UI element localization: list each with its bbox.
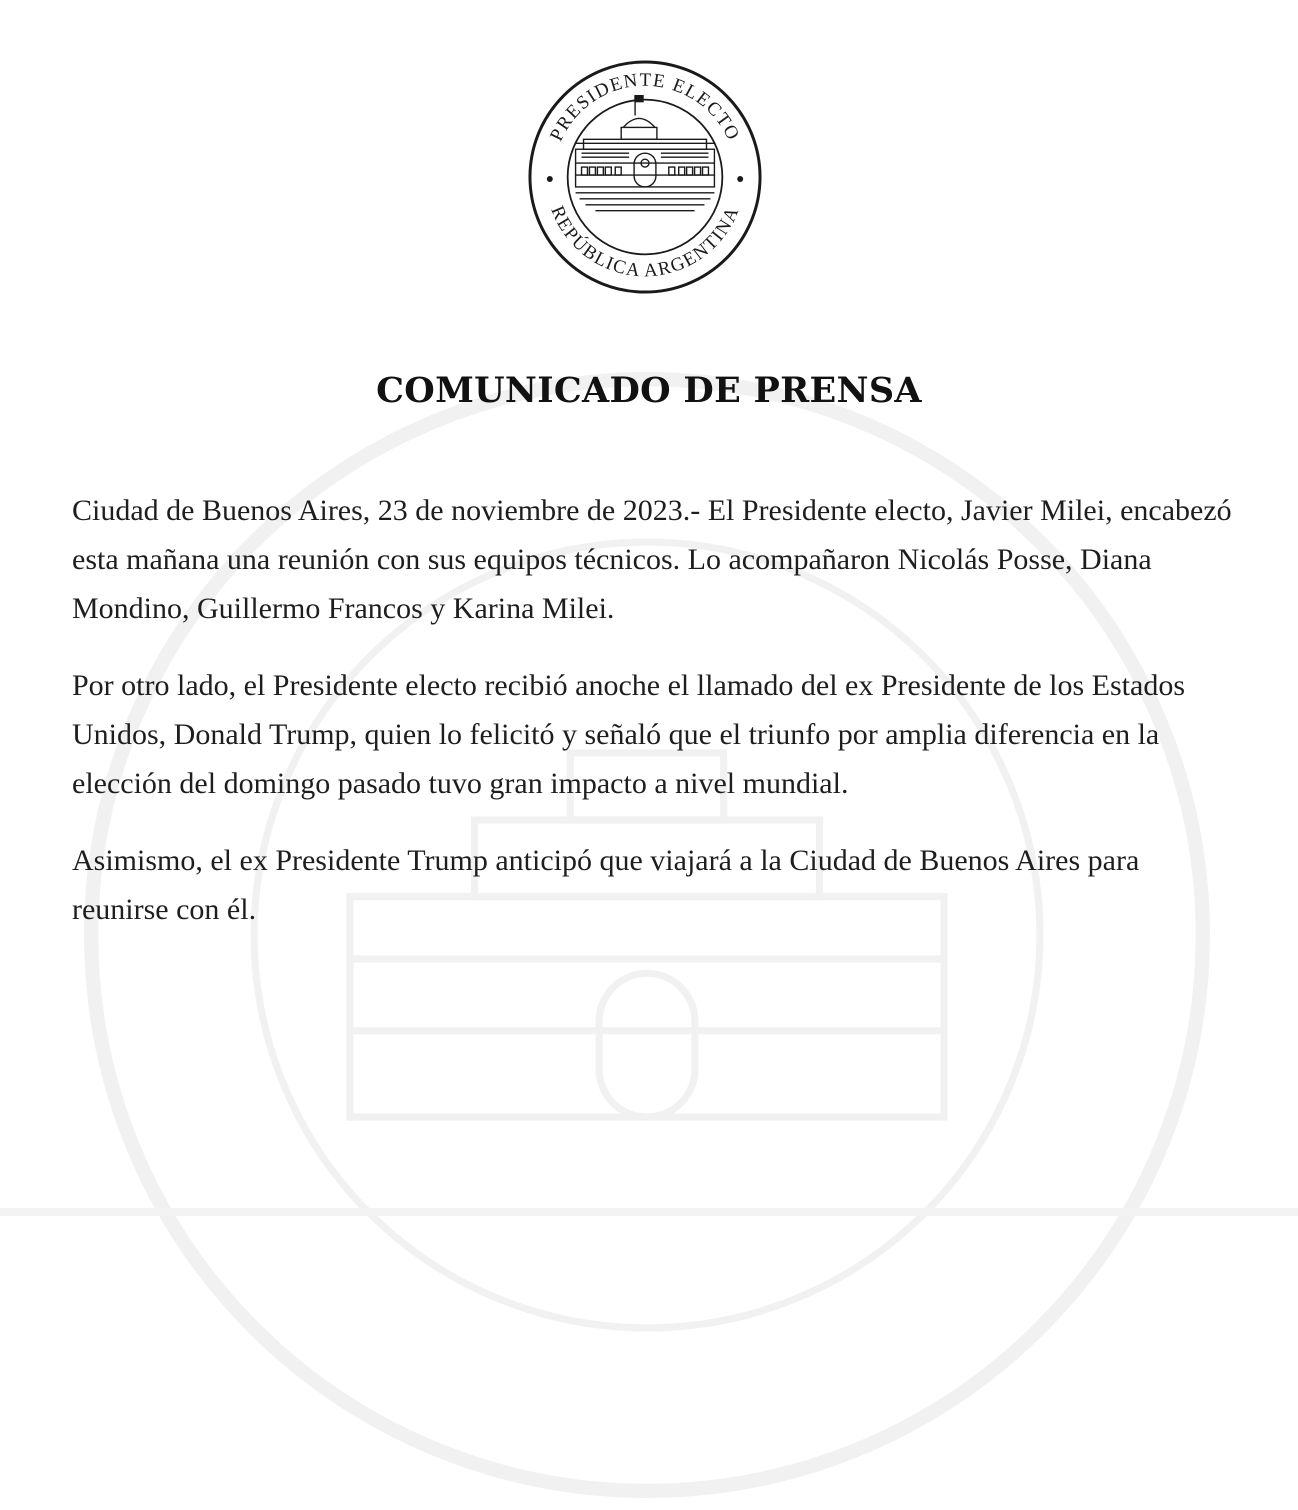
footer-divider — [0, 1208, 1298, 1216]
seal-right-dot-icon — [737, 176, 743, 182]
presidente-electo-seal — [526, 58, 764, 296]
paragraph-3: Asimismo, el ex Presidente Trump anticipó que viajará a la Ciudad de Buenos Aires para reunirse con él. — [72, 844, 1140, 926]
press-release-body — [72, 486, 1232, 962]
paragraph-2: Por otro lado, el Presidente electo recibió anoche el llamado del ex Presidente de los Estados Unidos, Donald Trump, quien lo felicitó y señaló que el triunfo por amplia diferencia en la elección del domingo pasado tuvo gran impacto a nivel mundial. — [72, 669, 1185, 800]
seal-top-text: PRESIDENTE ELECTO — [546, 69, 744, 145]
seal-bottom-text: REPÚBLICA ARGENTINA — [546, 202, 744, 282]
page-title: COMUNICADO DE PRENSA — [376, 370, 922, 411]
paragraph-1: Ciudad de Buenos Aires, 23 de noviembre de 2023.- El Presidente electo, Javier Milei, encabezó esta mañana una reunión con sus equipos técnicos. Lo acompañaron Nicolás Posse, Diana Mondino, Guillermo Francos y Karina Milei. — [72, 494, 1232, 625]
seal-left-dot-icon — [547, 176, 553, 182]
